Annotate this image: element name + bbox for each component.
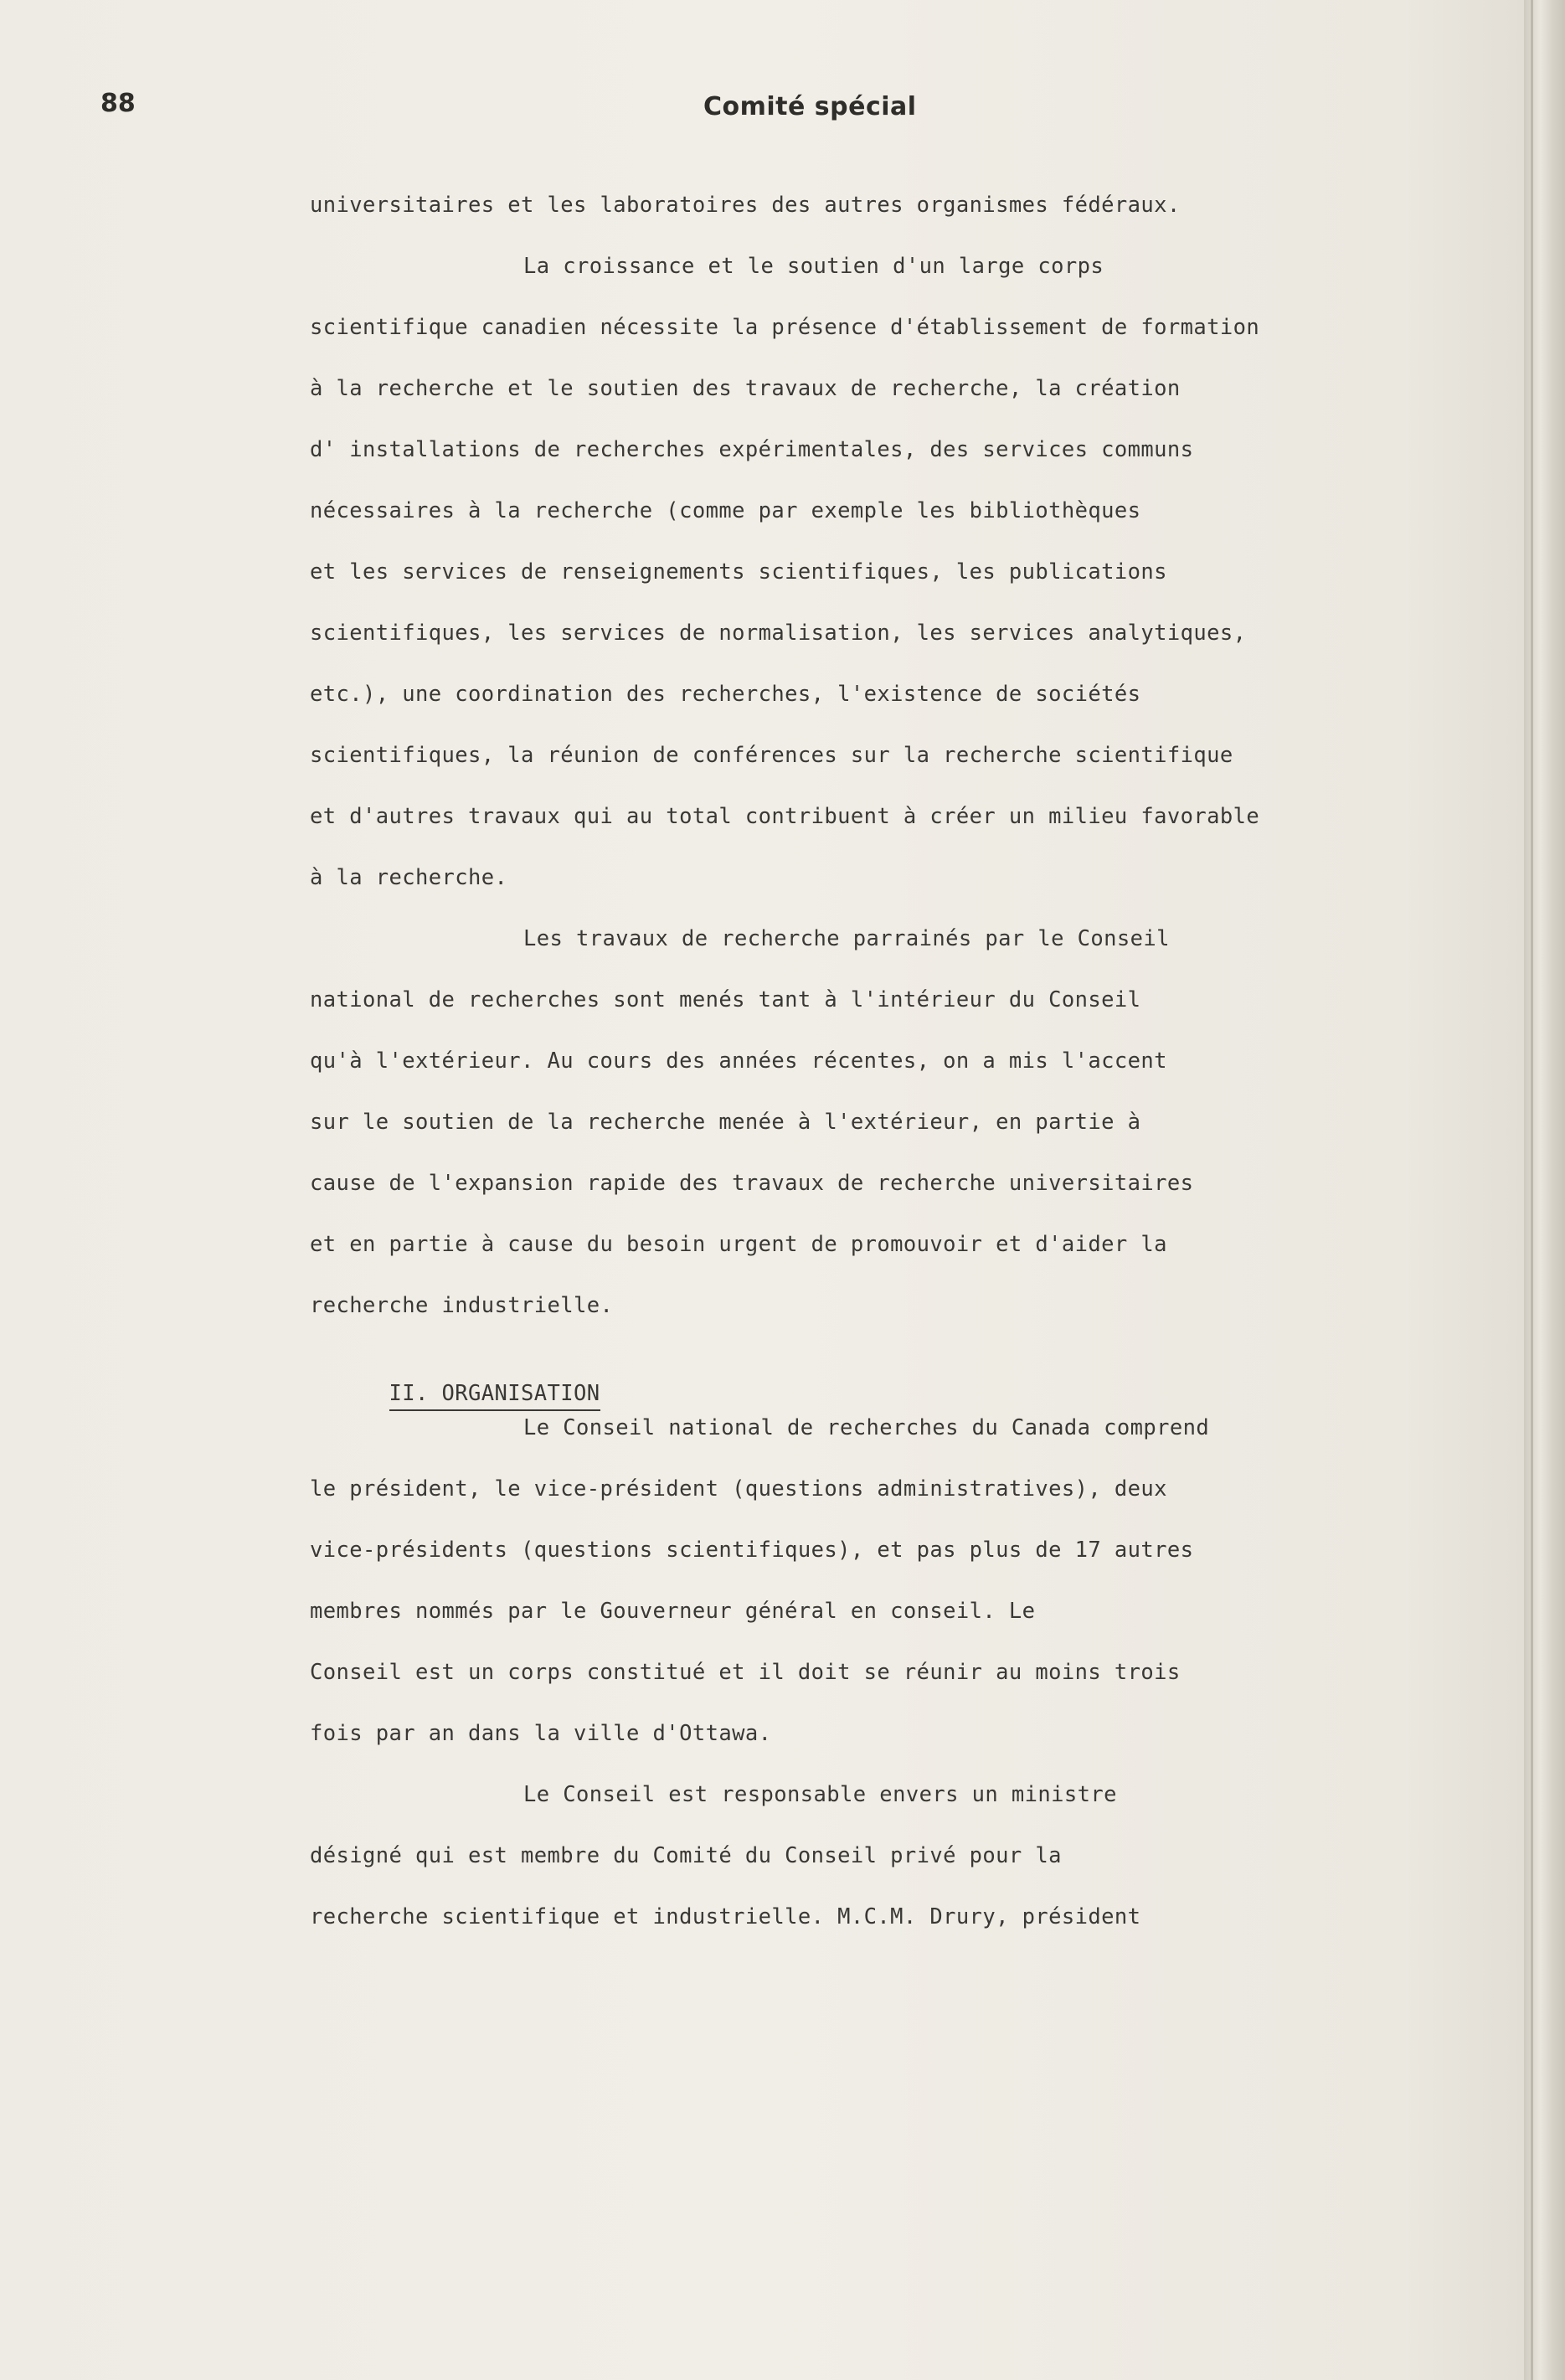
text-line: Les travaux de recherche parrainés par le Conseil — [523, 926, 1170, 951]
text-line: membres nommés par le Gouverneur général en conseil. Le — [310, 1599, 1036, 1624]
text-line: sur le soutien de la recherche menée à l'extérieur, en partie à — [310, 1110, 1141, 1135]
text-line: à la recherche. — [310, 865, 508, 890]
section-heading-text: II. ORGANISATION — [389, 1381, 600, 1411]
text-line: Le Conseil national de recherches du Canada comprend — [523, 1415, 1210, 1440]
text-line: désigné qui est membre du Comité du Conseil privé pour la — [310, 1843, 1062, 1868]
body-text — [310, 186, 1315, 1959]
text-line: d' installations de recherches expérimentales, des services communs — [310, 437, 1194, 462]
text-line: Conseil est un corps constitué et il doit se réunir au moins trois — [310, 1660, 1181, 1685]
text-line: et les services de renseignements scientifiques, les publications — [310, 559, 1167, 585]
text-line: recherche industrielle. — [310, 1293, 614, 1318]
page-header — [100, 89, 1474, 131]
text-line: La croissance et le soutien d'un large corps — [523, 254, 1104, 279]
text-line: national de recherches sont menés tant à l'intérieur du Conseil — [310, 987, 1141, 1012]
text-line: nécessaires à la recherche (comme par exemple les bibliothèques — [310, 498, 1141, 523]
text-line: à la recherche et le soutien des travaux de recherche, la création — [310, 376, 1181, 401]
text-line: scientifique canadien nécessite la présence d'établissement de formation — [310, 315, 1260, 340]
page-number: 88 — [100, 89, 136, 118]
text-line: etc.), une coordination des recherches, l'existence de sociétés — [310, 682, 1141, 707]
text-line: scientifiques, la réunion de conférences sur la recherche scientifique — [310, 743, 1233, 768]
text-line: scientifiques, les services de normalisation, les services analytiques, — [310, 621, 1247, 646]
running-title: Comité spécial — [703, 92, 917, 121]
text-line: cause de l'expansion rapide des travaux de recherche universitaires — [310, 1171, 1194, 1196]
text-line: et en partie à cause du besoin urgent de promouvoir et d'aider la — [310, 1232, 1167, 1257]
text-line: fois par an dans la ville d'Ottawa. — [310, 1721, 772, 1746]
page-edge — [1524, 0, 1565, 2380]
section-heading — [310, 1347, 1315, 1409]
text-line: qu'à l'extérieur. Au cours des années récentes, on a mis l'accent — [310, 1048, 1167, 1074]
text-line: vice-présidents (questions scientifiques), et pas plus de 17 autres — [310, 1538, 1194, 1563]
text-line: et d'autres travaux qui au total contribuent à créer un milieu favorable — [310, 804, 1260, 829]
text-line: Le Conseil est responsable envers un ministre — [523, 1782, 1117, 1807]
text-line: universitaires et les laboratoires des autres organismes fédéraux. — [310, 193, 1181, 218]
text-line: le président, le vice-président (questions administratives), deux — [310, 1476, 1167, 1502]
text-line: recherche scientifique et industrielle. M.C.M. Drury, président — [310, 1904, 1141, 1929]
